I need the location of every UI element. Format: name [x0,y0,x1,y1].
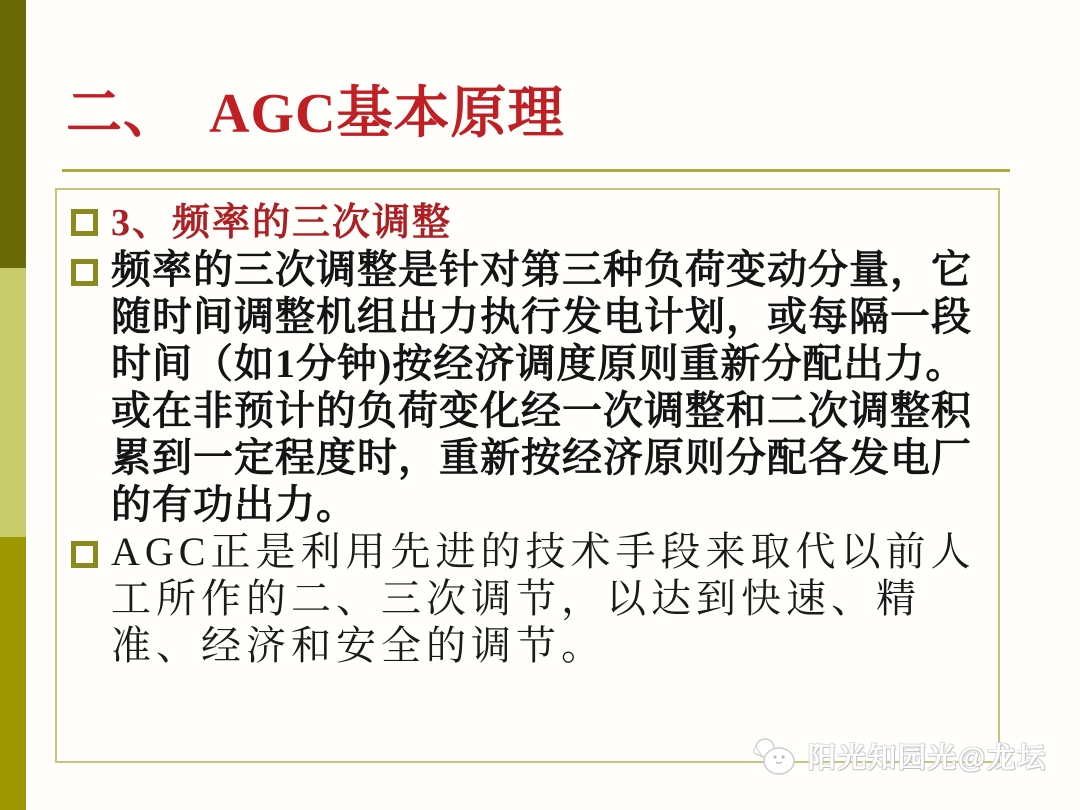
square-bullet-icon [71,541,98,568]
square-bullet-icon [71,259,98,286]
content-box [55,188,1000,763]
watermark-text: 阳光知园光@龙坛 [808,742,1048,773]
penguin-icon [752,735,804,777]
list-item [71,200,988,246]
paragraph-text: AGC正是利用先进的技术手段来取代以前人工所作的二、三次调节，以达到快速、精准、经济和安全的调节。 [111,529,976,668]
left-bar-segment-mid [0,537,26,810]
left-bar-segment-dark [0,0,26,268]
list-item [71,528,988,669]
square-bullet-icon [71,209,98,236]
left-bar-segment-light [0,268,26,537]
paragraph-text: 频率的三次调整是针对第三种负荷变动分量，它随时间调整机组出力执行发电计划，或每隔一段时间（如1分钟)按经济调度原则重新分配出力。或在非预计的负荷变化经一次调整和二次调整积累到一定程度时，重新按经济原则分配各发电厂的有功出力。 [111,247,972,527]
slide-title: 二、 AGC基本原理 [66,83,565,145]
left-accent-bar [0,0,26,810]
section-heading: 3、频率的三次调整 [111,202,453,244]
list-item [71,246,988,528]
content-area [57,190,998,669]
watermark [752,735,1047,777]
title-divider [62,169,1010,172]
